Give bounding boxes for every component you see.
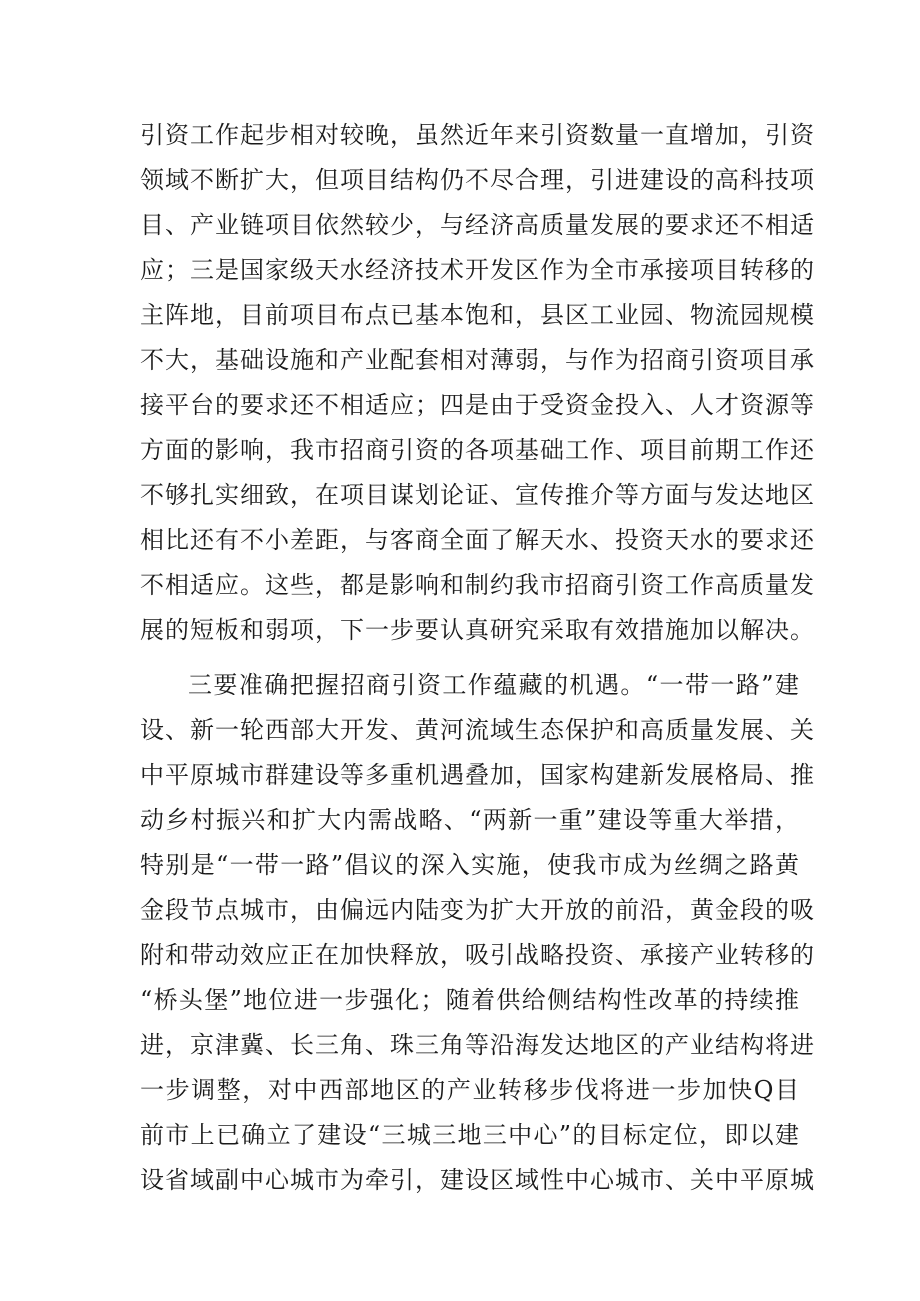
- text-line: 不大，基础设施和产业配套相对薄弱，与作为招商引资项目承: [140, 346, 815, 374]
- text-line: 前市上已确立了建设“三城三地三中心”的目标定位，即以建: [140, 1121, 800, 1149]
- text-line: 不够扎实细致，在项目谋划论证、宣传推介等方面与发达地区: [140, 481, 815, 509]
- text-line: “桥头堡”地位进一步强化；随着供给侧结构性改革的持续推: [140, 986, 800, 1014]
- paragraph-1: [140, 113, 815, 653]
- text-line: 三要准确把握招商引资工作蕴藏的机遇。“一带一路”建: [188, 671, 800, 699]
- document-body: [140, 113, 815, 1203]
- text-line: 领域不断扩大，但项目结构仍不尽合理，引进建设的高科技项: [140, 166, 815, 194]
- text-line: 金段节点城市，由偏远内陆变为扩大开放的前沿，黄金段的吸: [140, 896, 815, 924]
- text-line: 方面的影响，我市招商引资的各项基础工作、项目前期工作还: [140, 436, 815, 464]
- text-line: 进，京津冀、长三角、珠三角等沿海发达地区的产业结构将进: [140, 1031, 815, 1059]
- text-line: 引资工作起步相对较晚，虽然近年来引资数量一直增加，引资: [140, 121, 815, 149]
- text-line: 目、产业链项目依然较少，与经济高质量发展的要求还不相适: [140, 211, 815, 239]
- text-line: 展的短板和弱项，下一步要认真研究采取有效措施加以解决。: [140, 616, 815, 644]
- text-line: 设、新一轮西部大开发、黄河流域生态保护和高质量发展、关: [140, 716, 815, 744]
- text-line: 接平台的要求还不相适应；四是由于受资金投入、人才资源等: [140, 391, 815, 419]
- text-line: 动乡村振兴和扩大内需战略、“两新一重”建设等重大举措，: [140, 806, 800, 834]
- paragraph-2: [140, 663, 815, 1203]
- text-line: 主阵地，目前项目布点已基本饱和，县区工业园、物流园规模: [140, 301, 815, 329]
- text-line: 不相适应。这些，都是影响和制约我市招商引资工作高质量发: [140, 571, 815, 599]
- text-line: 一步调整，对中西部地区的产业转移步伐将进一步加快Q目: [140, 1076, 800, 1104]
- text-line: 相比还有不小差距，与客商全面了解天水、投资天水的要求还: [140, 526, 815, 554]
- paragraph-spacer: [140, 653, 800, 663]
- text-line: 附和带动效应正在加快释放，吸引战略投资、承接产业转移的: [140, 941, 815, 969]
- text-line: 中平原城市群建设等多重机遇叠加，国家构建新发展格局、推: [140, 761, 815, 789]
- text-line: 应；三是国家级天水经济技术开发区作为全市承接项目转移的: [140, 256, 815, 284]
- text-line: 特别是“一带一路”倡议的深入实施，使我市成为丝绸之路黄: [140, 851, 800, 879]
- text-line: 设省域副中心城市为牵引，建设区域性中心城市、关中平原城: [140, 1166, 815, 1194]
